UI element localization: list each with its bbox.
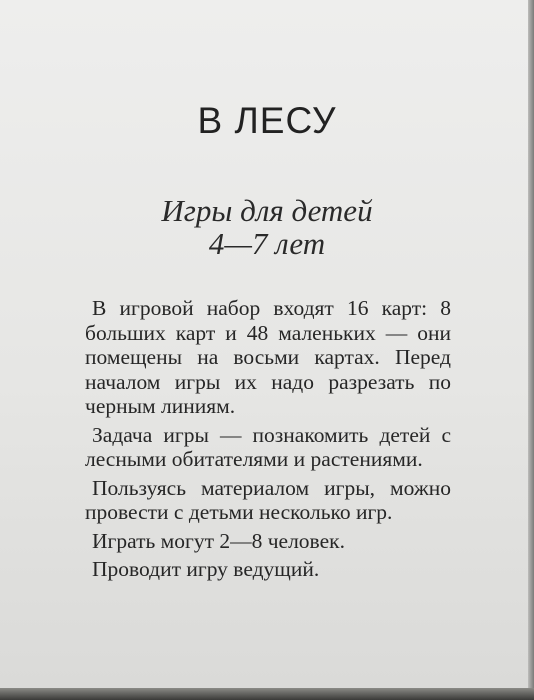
- paragraph-card-set: В игровой набор входят 16 карт: 8 больших карт и 48 маленьких — они помещены на восьми картах. Перед началом игры их надо разрезать по черным линиям.: [85, 296, 451, 418]
- subtitle-line-1: Игры для детей: [161, 193, 373, 228]
- paragraph-game-goal: Задача игры — познакомить детей с лесными обитателями и растениями.: [85, 422, 451, 471]
- paragraph-games-possible: Пользуясь материалом игры, можно провести с детьми несколько игр.: [85, 475, 451, 524]
- paragraph-host: Проводит игру ведущий.: [92, 557, 320, 581]
- paper-edge-bottom: [0, 688, 534, 700]
- instructions-body: [85, 296, 451, 586]
- paper-edge-right: [528, 0, 534, 700]
- paragraph-players: Играть могут 2—8 человек.: [92, 528, 345, 553]
- subtitle-age-range: 4—7 лет: [208, 226, 326, 261]
- page-title: В ЛЕСУ: [197, 100, 337, 141]
